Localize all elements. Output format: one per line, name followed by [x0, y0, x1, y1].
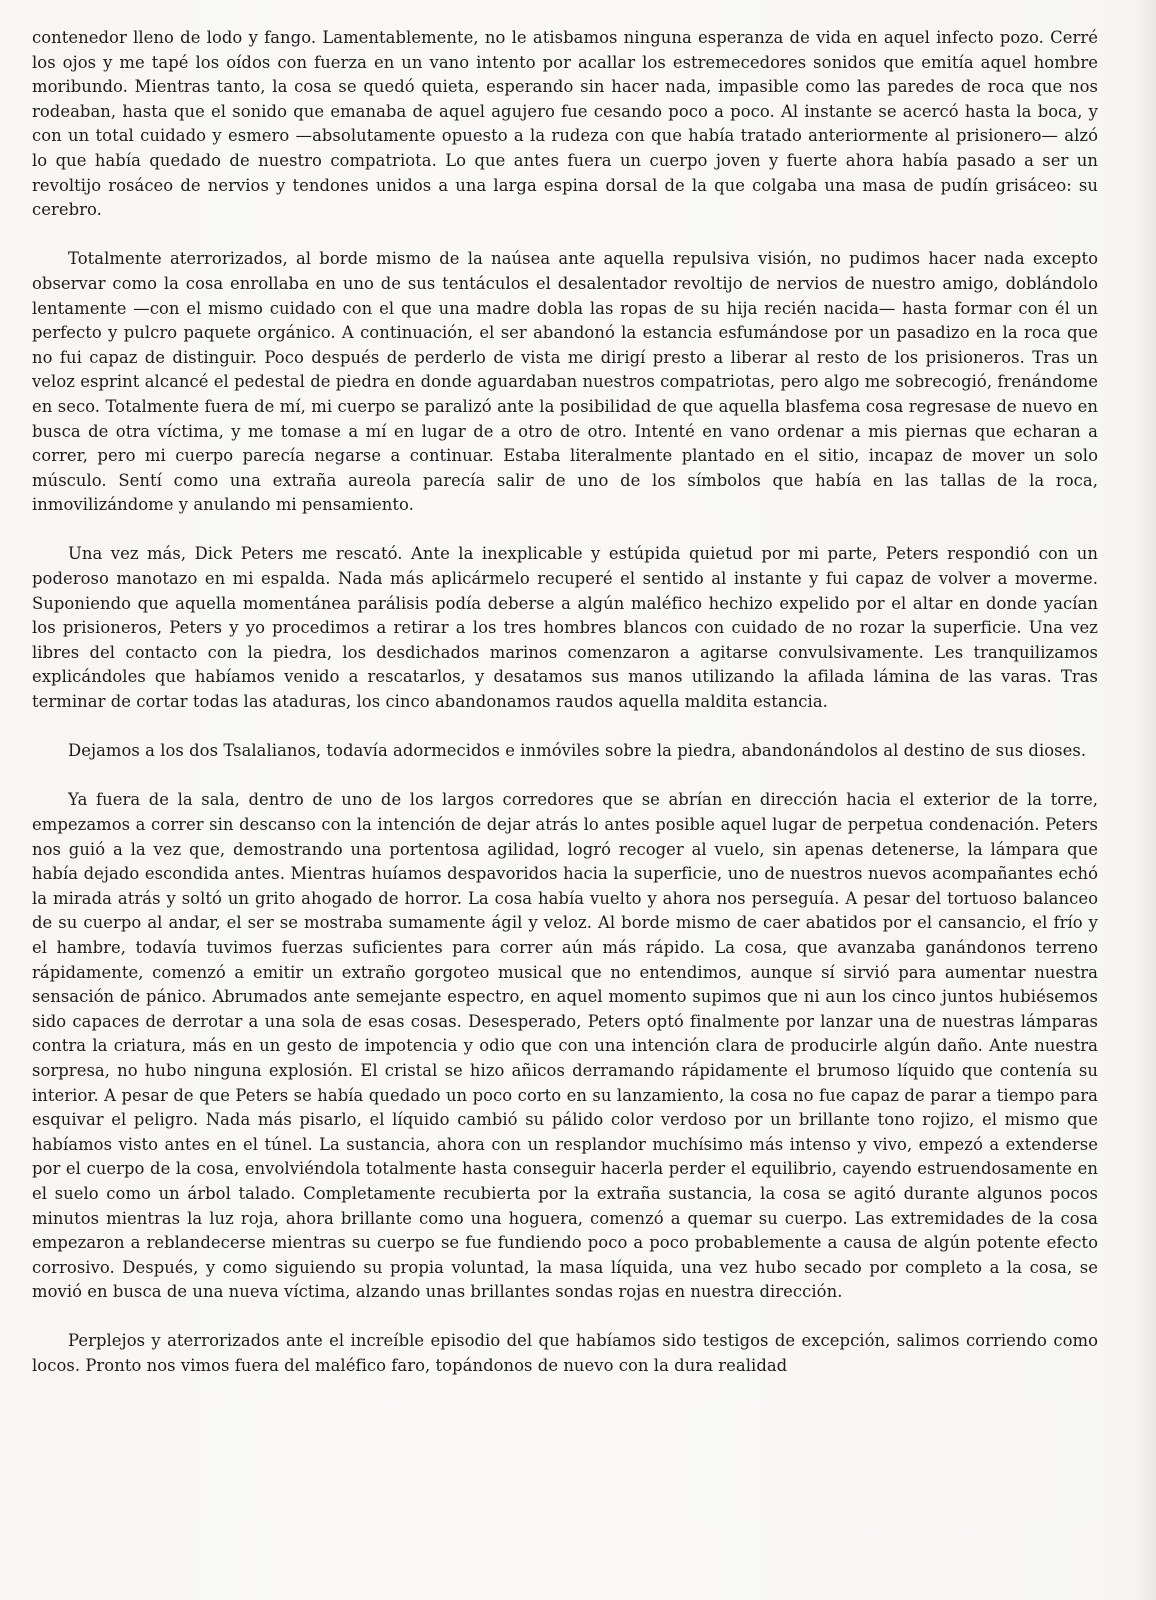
- paragraph: Totalmente aterrorizados, al borde mismo de la naúsea ante aquella repulsiva visión, no pudimos hacer nada excepto observar como la cosa enrollaba en uno de sus tentáculos el desalentador revoltijo de nervios de nuestro amigo, doblándolo lentamente —con el mismo cuidado con el que una madre dobla las ropas de su hija recién nacida— hasta formar con él un perfecto y pulcro paquete orgánico. A continuación, el ser abandonó la estancia esfumándose por un pasadizo en la roca que no fui capaz de distinguir. Poco después de perderlo de vista me dirigí presto a liberar al resto de los prisioneros. Tras un veloz esprint alcancé el pedestal de piedra en donde aguardaban nuestros compatriotas, pero algo me sobrecogió, frenándome en seco. Totalmente fuera de mí, mi cuerpo se paralizó ante la posibilidad de que aquella blasfema cosa regresase de nuevo en busca de otra víctima, y me tomase a mí en lugar de a otro de otro. Intenté en vano ordenar a mis piernas que echaran a correr, pero mi cuerpo parecía negarse a continuar. Estaba literalmente plantado en el sitio, incapaz de mover un solo músculo. Sentí como una extraña aureola parecía salir de uno de los símbolos que había en las tallas de la roca, inmovilizándome y anulando mi pensamiento.: [32, 249, 1098, 515]
- paragraph: Dejamos a los dos Tsalalianos, todavía adormecidos e inmóviles sobre la piedra, abandonándolos al destino de sus dioses.: [68, 741, 1087, 761]
- paragraph: Una vez más, Dick Peters me rescató. Ante la inexplicable y estúpida quietud por mi parte, Peters respondió con un poderoso manotazo en mi espalda. Nada más aplicármelo recuperé el sentido al instante y fui capaz de volver a moverme. Suponiendo que aquella momentánea parálisis podía deberse a algún maléfico hechizo expelido por el altar en donde yacían los prisioneros, Peters y yo procedimos a retirar a los tres hombres blancos con cuidado de no rozar la superficie. Una vez libres del contacto con la piedra, los desdichados marinos comenzaron a agitarse convulsivamente. Les tranquilizamos explicándoles que habíamos venido a rescatarlos, y desatamos sus manos utilizando la afilada lámina de las varas. Tras terminar de cortar todas las ataduras, los cinco abandonamos raudos aquella maldita estancia.: [32, 544, 1098, 712]
- paragraph-continuation: contenedor lleno de lodo y fango. Lamentablemente, no le atisbamos ninguna esperanza de vida en aquel infecto pozo. Cerré los ojos y me tapé los oídos con fuerza en un vano intento por acallar los estremecedores sonidos que emitía aquel hombre moribundo. Mientras tanto, la cosa se quedó quieta, esperando sin hacer nada, impasible como las paredes de roca que nos rodeaban, hasta que el sonido que emanaba de aquel agujero fue cesando poco a poco. Al instante se acercó hasta la boca, y con un total cuidado y esmero —absolutamente opuesto a la rudeza con que había tratado anteriormente al prisionero— alzó lo que había quedado de nuestro compatriota. Lo que antes fuera un cuerpo joven y fuerte ahora había pasado a ser un revoltijo rosáceo de nervios y tendones unidos a una larga espina dorsal de la que colgaba una masa de pudín grisáceo: su cerebro.: [32, 28, 1098, 220]
- body-text: [32, 26, 1098, 1379]
- paragraph: Perplejos y aterrorizados ante el increíble episodio del que habíamos sido testigos de excepción, salimos corriendo como locos. Pronto nos vimos fuera del maléfico faro, topándonos de nuevo con la dura realidad: [32, 1331, 1098, 1376]
- paragraph: Ya fuera de la sala, dentro de uno de los largos corredores que se abrían en dirección hacia el exterior de la torre, empezamos a correr sin descanso con la intención de dejar atrás lo antes posible aquel lugar de perpetua condenación. Peters nos guió a la vez que, demostrando una portentosa agilidad, logró recoger al vuelo, sin apenas detenerse, la lámpara que había dejado escondida antes. Mientras huíamos despavoridos hacia la superficie, uno de nuestros nuevos acompañantes echó la mirada atrás y soltó un grito ahogado de horror. La cosa había vuelto y ahora nos perseguía. A pesar del tortuoso balanceo de su cuerpo al andar, el ser se mostraba sumamente ágil y veloz. Al borde mismo de caer abatidos por el cansancio, el frío y el hambre, todavía tuvimos fuerzas suficientes para correr aún más rápido. La cosa, que avanzaba ganándonos terreno rápidamente, comenzó a emitir un extraño gorgoteo musical que no entendimos, aunque sí sirvió para aumentar nuestra sensación de pánico. Abrumados ante semejante espectro, en aquel momento supimos que ni aun los cinco juntos hubiésemos sido capaces de derrotar a una sola de esas cosas. Desesperado, Peters optó finalmente por lanzar una de nuestras lámparas contra la criatura, más en un gesto de impotencia y odio que con una intención clara de producirle algún daño. Ante nuestra sorpresa, no hubo ninguna explosión. El cristal se hizo añicos derramando rápidamente el brumoso líquido que contenía su interior. A pesar de que Peters se había quedado un poco corto en su lanzamiento, la cosa no fue capaz de parar a tiempo para esquivar el peligro. Nada más pisarlo, el líquido cambió su pálido color verdoso por un brillante tono rojizo, el mismo que habíamos visto antes en el túnel. La sustancia, ahora con un resplandor muchísimo más intenso y vivo, empezó a extenderse por el cuerpo de la cosa, envolviéndola totalmente hasta conseguir hacerla perder el equilibrio, cayendo estruendosamente en el suelo como un árbol talado. Completamente recubierta por la extraña sustancia, la cosa se agitó durante algunos pocos minutos mientras la luz roja, ahora brillante como una hoguera, comenzó a quemar su cuerpo. Las extremidades de la cosa empezaron a reblandecerse mientras su cuerpo se fue fundiendo poco a poco probablemente a causa de algún potente efecto corrosivo. Después, y como siguiendo su propia voluntad, la masa líquida, una vez hubo secado por completo a la cosa, se movió en busca de una nueva víctima, alzando unas brillantes sondas rojas en nuestra dirección.: [32, 790, 1098, 1302]
- page-edge-shadow: [1134, 0, 1156, 1600]
